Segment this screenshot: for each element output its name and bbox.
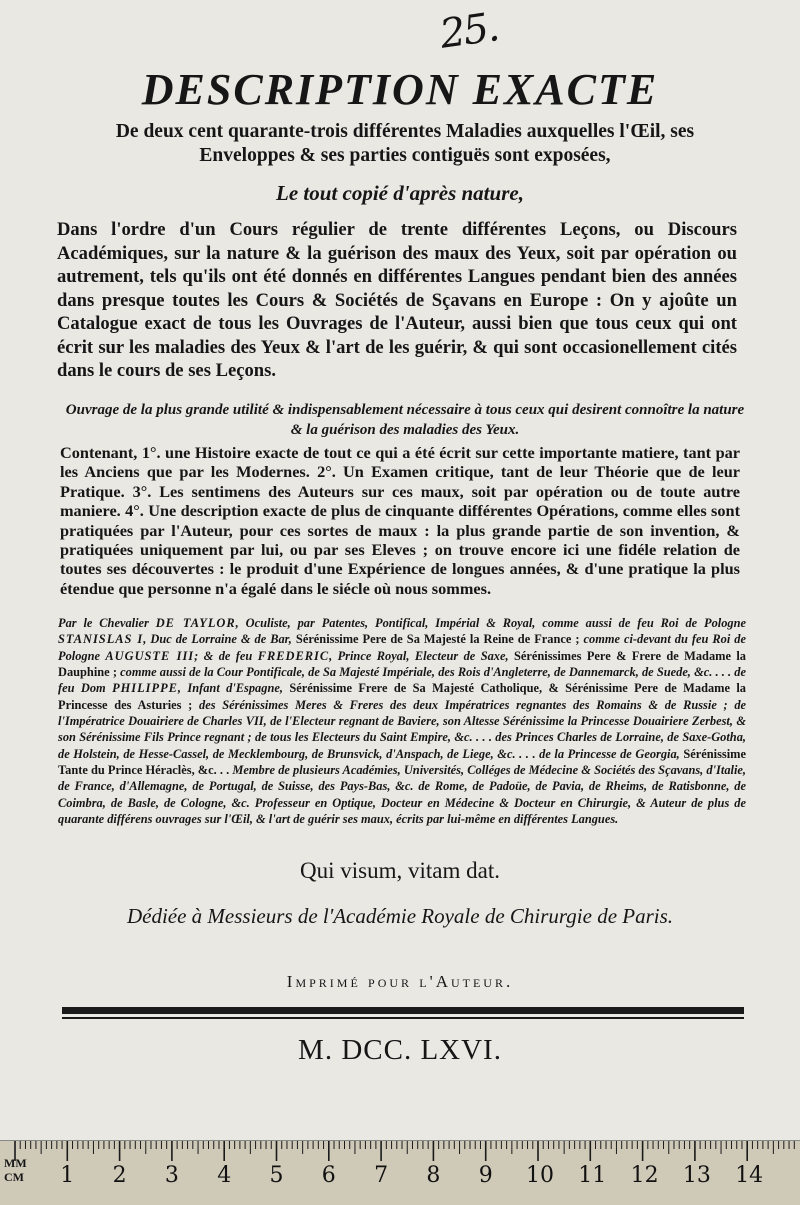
- infant-spain: , Infant d'Espagne,: [177, 681, 290, 696]
- and-late: ; & de feu: [194, 648, 258, 663]
- ruler-label: 13: [682, 1163, 711, 1188]
- measurement-ruler: [0, 1140, 800, 1205]
- thin-rule: [62, 1017, 744, 1019]
- ruler-label: 12: [630, 1163, 659, 1188]
- queen-father: Sérénissime Pere de Sa Majesté la Reine de France ;: [295, 632, 584, 647]
- dauphine-relations: Sérénissimes Pere & Frere de Madame la Dauphine ;: [58, 648, 747, 680]
- author-titles: , Oculiste, par Patentes, Pontifical, Impérial & Royal, comme aussi de feu Roi de Pologne: [235, 616, 747, 630]
- king-auguste: AUGUSTE III: [105, 648, 195, 663]
- subtitle: De deux cent quarante-trois différentes Maladies auxquelles l'Œil, ses Enveloppes & ses parties contiguës sont exposées,: [115, 121, 695, 166]
- main-title: DESCRIPTION EXACTE: [141, 65, 659, 114]
- author-paragraph: [58, 615, 746, 827]
- ruler-label: 9: [478, 1163, 493, 1188]
- heracles-aunt: Sérénissime Tante du Prince Héraclès, &c. . .: [58, 746, 746, 778]
- ruler-label: 2: [112, 1163, 127, 1188]
- elector-saxe: , Prince Royal, Electeur de Saxe,: [329, 648, 514, 663]
- ruler-label: 7: [374, 1163, 389, 1188]
- publication-date: M. DCC. LXVI.: [298, 1034, 502, 1066]
- catholic-majesty: Sérénissime Frere de Sa Majesté Catholique, & Sérénissime Pere de Madame la Princesse des Asturies ;: [58, 681, 746, 712]
- memberships: Membre de plusieurs Académies, Universités, Colléges de Médecine & Sociétés des Sçavans, d'Italie, de France, d'Allemagne, de Portugal, de Suisse, des Pays-Bas, &c. de Rome, de Padoüe, de Pavia, de Rheims, de Ratisbonne, de Coimbra, de Basle, de Cologne, &c. Professeur en Optique, Docteur en Médecine & Docteur en Chirurgie, & Auteur de plus de quarante différens ouvrages sur l'Œil, & l'art de guérir ses maux, écrits par lui-même en différentes Langues.: [58, 763, 746, 827]
- imprint-line: Imprimé pour l'Auteur.: [286, 972, 514, 991]
- ruler-label: 5: [269, 1163, 284, 1188]
- copy-line: Le tout copié d'après nature,: [276, 181, 524, 205]
- dedication: Dédiée à Messieurs de l'Académie Royale de Chirurgie de Paris.: [126, 904, 674, 928]
- ruler-label: 4: [217, 1163, 232, 1188]
- ruler-label: 14: [735, 1163, 764, 1188]
- prince-frederic: FREDERIC: [257, 648, 330, 663]
- king-stanislas: STANISLAS I: [58, 632, 144, 647]
- dom-philippe: PHILIPPE: [112, 681, 178, 696]
- ruler-unit-cm: CM: [4, 1170, 24, 1184]
- ruler-unit-mm: MM: [4, 1156, 27, 1170]
- author-name: DE TAYLOR: [155, 616, 236, 630]
- latin-motto: Qui visum, vitam dat.: [300, 858, 500, 883]
- ouvrage-statement: Ouvrage de la plus grande utilité & indispensablement nécessaire à tous ceux qui desirent connoître la nature & la guérison des maladies des Yeux.: [65, 402, 745, 438]
- former-king: comme ci-devant du feu Roi de Pologne: [58, 632, 746, 663]
- contents-paragraph: Contenant, 1°. une Histoire exacte de tout ce qui a été écrit sur cette importante matiere, tant par les Anciens que par les Modernes. 2°. Un Examen critique, tant de leur Théorie que de leur Pratique. 3°. Les sentimens des Auteurs sur ces maux, soit par opération ou de toute autre maniere. 4°. Une description exacte de plus de cinquante différentes Opérations, comme elles sont pratiquées par l'Auteur, pour ces sortes de maux : la plus grande partie de son invention, & pratiquées uniquement par lui, ou par ses Eleves ; on trouve encore ici une fidéle relation de toutes ses découvertes : le produit d'une Expérience de longues années, & d'une pratique la plus étendue que personne n'a égalé dans le siécle où nous sommes.: [60, 443, 740, 598]
- ruler-label: 1: [60, 1163, 75, 1188]
- courts-list: comme aussi de la Cour Pontificale, de Sa Majesté Impériale, des Rois d'Angleterre, de Dannemarck, de Suede, &c. . . . de feu Dom: [58, 665, 746, 696]
- ruler-label: 6: [321, 1163, 336, 1188]
- duke-lorraine: , Duc de Lorraine & de Bar,: [143, 632, 296, 647]
- ruler-label: 10: [526, 1163, 554, 1188]
- princes-list: des Sérénissimes Meres & Freres des deux Impératrices regnantes des Romains & de Russie ; de l'Impératrice Douairiere de Charles VII, de l'Electeur regnant de Baviere, son Altesse Sérénissime la Princesse Douairiere Zerbest, & son Sérénissime Fils Prince regnant ; de tous les Electeurs du Saint Empire, &c. . . . des Princes Charles de Lorraine, de Saxe-Gotha, de Holstein, de Hesse-Cassel, de Mecklembourg, de Brunsvick, d'Anspach, de Liege, &c. . . . de la Princesse de Georgia,: [58, 697, 747, 761]
- ruler-label: 8: [426, 1163, 441, 1188]
- folio-number: 25.: [437, 4, 501, 58]
- ruler-label: 11: [578, 1163, 607, 1188]
- author-intro: Par le Chevalier: [58, 616, 156, 630]
- ruler-label: 3: [164, 1163, 179, 1188]
- intro-paragraph: Dans l'ordre d'un Cours régulier de trente différentes Leçons, ou Discours Académiques, sur la nature & la guérison des maux des Yeux, soit par opération ou autrement, tels qu'ils ont été donnés en différentes Langues pendant bien des années dans presque toutes les Cours & Sociétés de Sçavans en Europe : On y ajoûte un Catalogue exact de tous les Ouvrages de l'Auteur, aussi bien que tous ceux qui ont écrit sur les maladies des Yeux & l'art de les guérir, & qui sont occasionellement cités dans le cours de ses Leçons.: [57, 219, 737, 381]
- thick-rule: [62, 1007, 744, 1014]
